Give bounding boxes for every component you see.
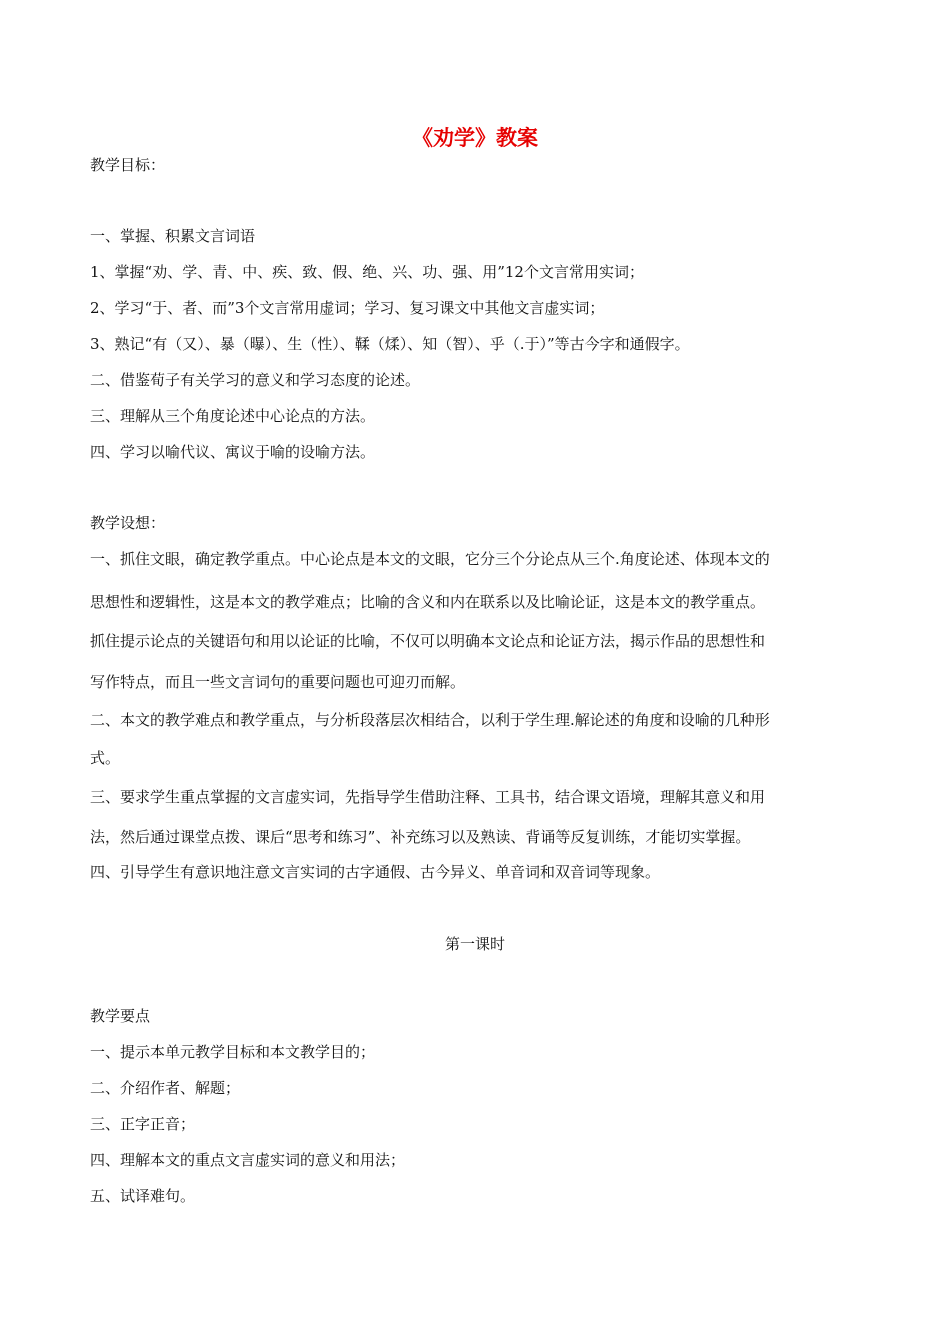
goal-line: 2、学习“于、者、而”3个文言常用虚词；学习、复习课文中其他文言虚实词； bbox=[90, 299, 605, 317]
goal-line: 1、掌握“劝、学、青、中、疾、致、假、绝、兴、功、强、用”12个文言常用实词； bbox=[90, 263, 644, 281]
point-line: 一、提示本单元教学目标和本文教学目的； bbox=[90, 1043, 376, 1061]
goals-heading: 教学目标： bbox=[90, 156, 166, 174]
ideas-line: 式。 bbox=[90, 749, 121, 767]
ideas-line: 四、引导学生有意识地注意文言实词的古字通假、古今异义、单音词和双音词等现象。 bbox=[90, 863, 661, 881]
points-heading: 教学要点 bbox=[90, 1007, 151, 1025]
point-line: 四、理解本文的重点文言虚实词的意义和用法； bbox=[90, 1151, 406, 1169]
goal-line: 二、借鉴荀子有关学习的意义和学习态度的论述。 bbox=[90, 371, 421, 389]
ideas-line: 抓住提示论点的关键语句和用以论证的比喻，不仅可以明确本文论点和论证方法，揭示作品的思想性和 bbox=[90, 632, 766, 650]
goal-line: 一、掌握、积累文言词语 bbox=[90, 227, 256, 245]
goal-line: 3、熟记“有（又）、暴（曝）、生（性）、鞣（煣）、知（智）、乎（.于）”等古今字和通假字。 bbox=[90, 335, 690, 353]
lesson-heading: 第一课时 bbox=[444, 935, 505, 953]
ideas-line: 思想性和逻辑性，这是本文的教学难点；比喻的含义和内在联系以及比喻论证，这是本文的教学重点。 bbox=[90, 593, 766, 611]
ideas-line: 写作特点，而且一些文言词句的重要问题也可迎刃而解。 bbox=[90, 673, 466, 691]
point-line: 三、正字正音； bbox=[90, 1115, 196, 1133]
point-line: 五、试译难句。 bbox=[90, 1187, 196, 1205]
ideas-line: 二、本文的教学难点和教学重点，与分析段落层次相结合，以利于学生理.解论述的角度和设喻的几种形 bbox=[90, 711, 770, 729]
ideas-line: 一、抓住文眼，确定教学重点。中心论点是本文的文眼，它分三个分论点从三个.角度论述、体现本文的 bbox=[90, 550, 770, 568]
point-line: 二、介绍作者、解题； bbox=[90, 1079, 241, 1097]
ideas-line: 三、要求学生重点掌握的文言虚实词，先指导学生借助注释、工具书，结合课文语境，理解其意义和用 bbox=[90, 788, 766, 806]
goal-line: 三、理解从三个角度论述中心论点的方法。 bbox=[90, 407, 376, 425]
ideas-heading: 教学设想： bbox=[90, 514, 166, 532]
document-title: 《劝学》教案 bbox=[412, 126, 538, 150]
ideas-line: 法，然后通过课堂点拨、课后“思考和练习”、补充练习以及熟读、背诵等反复训练，才能切实掌握。 bbox=[90, 828, 751, 846]
goal-line: 四、学习以喻代议、寓议于喻的设喻方法。 bbox=[90, 443, 376, 461]
